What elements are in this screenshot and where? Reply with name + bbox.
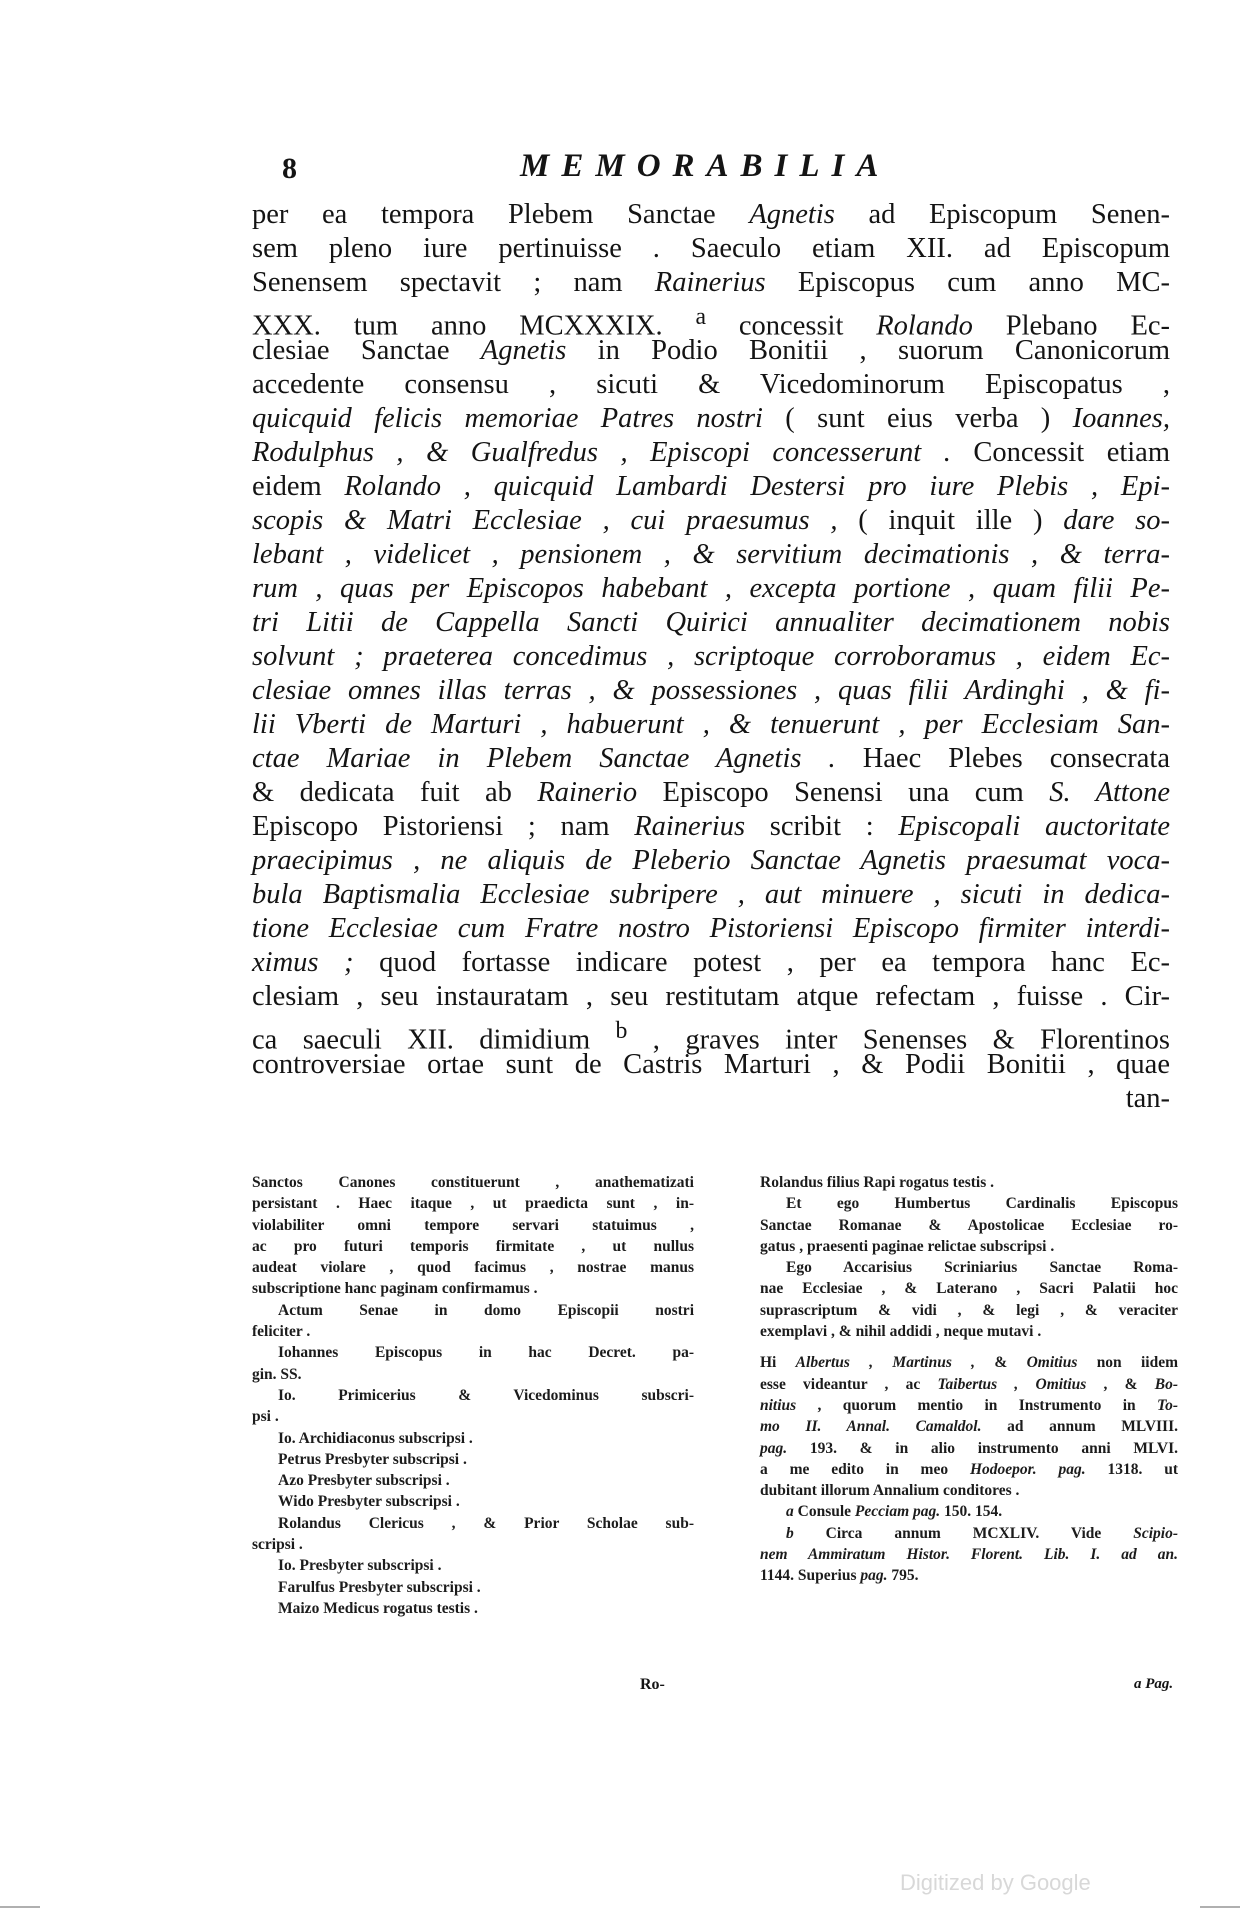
note-line: dubitant illorum Annalium conditores . (760, 1482, 1020, 1500)
text-segment: b (786, 1524, 794, 1542)
catchword-right: a Pag. (1134, 1676, 1174, 1692)
text-segment: clesiae Sanctae (252, 335, 481, 366)
catchword-left: Ro- (640, 1676, 665, 1693)
text-segment: Hi (760, 1354, 796, 1372)
note-line: subscriptione hanc paginam confirmamus . (252, 1280, 538, 1298)
note-line (760, 1416, 1178, 1437)
text-segment: Scipio- (1133, 1524, 1178, 1542)
text-segment: Agnetis (749, 199, 835, 230)
text-segment: ca saeculi XII. dimidium (252, 1024, 616, 1056)
text-segment: concessit (706, 310, 877, 342)
note-line (760, 1374, 1178, 1395)
text-segment: scribit : (745, 811, 899, 842)
text-segment: ( inquit ille ) (837, 505, 1064, 536)
text-line: controversiae ortae sunt de Castris Marturi , & Podii Bonitii , quae (252, 1049, 1170, 1080)
text-segment: Episcopo Senensi una cum (637, 777, 1050, 808)
text-segment: non iidem (1077, 1354, 1179, 1372)
note-line: Iohannes Episcopus in hac Decret. pa- (278, 1344, 694, 1362)
text-segment: Albertus , Martinus , (795, 1354, 976, 1372)
text-segment: 1144. Superius (760, 1567, 861, 1585)
text-segment: 150. 154. (940, 1503, 1003, 1521)
note-line: Petrus Presbyter subscripsi . (278, 1450, 467, 1468)
note-line: Maizo Medicus rogatus testis . (278, 1599, 478, 1617)
text-segment: ( sunt eius verba ) (762, 403, 1073, 434)
text-line (252, 402, 1170, 436)
note-line: Io. Archidiaconus subscripsi . (278, 1429, 473, 1447)
text-segment: Rolando (876, 310, 973, 342)
text-line (252, 300, 1170, 342)
note-line: Wido Presbyter subscripsi . (278, 1493, 460, 1511)
note-line: nem Ammiratum Histor. Florent. Lib. I. ad an. (760, 1546, 1178, 1564)
text-line (252, 266, 1170, 300)
running-head: MEMORABILIA (520, 148, 891, 184)
text-line (252, 470, 1170, 504)
note-line: scripsi . (252, 1536, 303, 1554)
note-line: Azo Presbyter subscripsi . (278, 1472, 450, 1490)
text-line: rum , quas per Episcopos habebant , excepta portione , quam filii Pe- (252, 573, 1170, 604)
footnote-ref: a (695, 304, 707, 330)
text-segment: ad Episcopum Senen- (834, 199, 1170, 230)
note-line: gatus , praesenti paginae relictae subscripsi . (760, 1237, 1055, 1255)
text-line: sem pleno iure pertinuisse . Saeculo etiam XII. ad Episcopum (252, 233, 1170, 264)
note-line: Et ego Humbertus Cardinalis Episcopus (786, 1195, 1178, 1213)
footnotes-left-column (252, 1172, 694, 1619)
text-segment: per ea tempora Plebem Sanctae (252, 199, 750, 230)
scan-edge-mark (1200, 1906, 1240, 1908)
footnote-ref: b (615, 1018, 628, 1044)
note-line: Rolandus filius Rapi rogatus testis . (760, 1174, 994, 1191)
text-line (252, 504, 1170, 538)
text-line (252, 946, 1170, 980)
note-line (760, 1501, 1178, 1522)
catchword-main: tan- (1125, 1083, 1170, 1114)
text-segment: ad annum MLVIII. (981, 1418, 1178, 1436)
note-line: exemplavi , & nihil addidi , neque mutavi . (760, 1323, 1042, 1341)
text-segment: scopis & Matri Ecclesiae , cui praesumus , (252, 505, 838, 536)
note-line: persistant . Haec itaque , ut praedicta sunt , in- (252, 1195, 694, 1213)
text-segment: Hodoepor. pag. (969, 1460, 1086, 1478)
text-line (252, 334, 1170, 368)
text-line: clesiam , seu instauratam , seu restitutam atque refectam , fuisse . Cir- (252, 981, 1170, 1012)
note-line (760, 1523, 1178, 1544)
text-line (252, 436, 1170, 470)
text-segment: eidem (252, 471, 345, 502)
text-line: clesiae omnes illas terras , & possessiones , quas filii Ardinghi , & fi- (252, 675, 1170, 706)
text-segment: Concessit etiam (950, 437, 1170, 468)
note-line (760, 1459, 1178, 1480)
text-segment: ctae Mariae in Plebem Sanctae Agnetis . (252, 743, 836, 774)
text-segment: Ioannes, (1072, 403, 1170, 434)
text-segment: a (786, 1503, 794, 1521)
text-line: bula Baptismalia Ecclesiae subripere , aut minuere , sicuti in dedica- (252, 879, 1170, 910)
note-line: Rolandus Clericus , & Prior Scholae sub- (278, 1514, 694, 1532)
note-line (760, 1352, 1178, 1373)
text-line: accedente consensu , sicuti & Vicedominorum Episcopatus , (252, 369, 1170, 400)
text-segment: in Podio Bonitii , suorum Canonicorum (566, 335, 1170, 366)
page-number: 8 (282, 152, 297, 185)
text-segment: Episcopus cum anno MC- (765, 267, 1171, 298)
note-line: Io. Presbyter subscripsi . (278, 1557, 442, 1575)
text-segment: quod fortasse indicare potest , per ea tempora hanc Ec- (353, 947, 1170, 978)
text-segment: Senensem spectavit ; nam (252, 267, 655, 298)
text-segment: pag. (860, 1567, 888, 1585)
text-segment: Rainerius (634, 811, 746, 842)
text-line: praecipimus , ne aliquis de Pleberio Sanctae Agnetis praesumat voca- (252, 845, 1170, 876)
text-segment: quicquid felicis memoriae Patres nostri (252, 403, 763, 434)
text-segment: Rainerio (537, 777, 638, 808)
note-line: feliciter . (252, 1323, 311, 1341)
text-segment: Rolando , quicquid Lambardi Destersi pro iure Plebis , Epi- (344, 471, 1170, 502)
note-line: Sanctae Romanae & Apostolicae Ecclesiae ro- (760, 1216, 1178, 1234)
text-segment: Taibertus , Omitius (937, 1375, 1087, 1393)
note-line: violabiliter omni tempore servari statuimus , (252, 1216, 694, 1234)
note-line: gin. SS. (252, 1365, 302, 1383)
note-line: ac pro futuri temporis firmitate , ut nullus (252, 1237, 694, 1255)
text-segment: esse videantur , ac (760, 1375, 938, 1393)
text-segment: pag. (760, 1439, 788, 1457)
text-segment: a me edito in meo (760, 1460, 970, 1478)
text-line: lii Vberti de Marturi , habuerunt , & tenuerunt , per Ecclesiam San- (252, 709, 1170, 740)
text-segment: 193. & in alio instrumento anni MLVI. (787, 1439, 1178, 1457)
text-segment: S. Attone (1049, 777, 1170, 808)
note-line (760, 1395, 1178, 1416)
text-segment: Haec Plebes consecrata (835, 743, 1170, 774)
digitized-watermark: Digitized by Google (900, 1870, 1091, 1895)
note-line: psi . (252, 1408, 279, 1426)
note-line (760, 1438, 1178, 1459)
text-line (252, 810, 1170, 844)
text-segment: ximus ; (252, 947, 354, 978)
text-segment: Agnetis (480, 335, 567, 366)
text-segment: Rainerius (654, 267, 766, 298)
note-line: Io. Primicerius & Vicedominus subscri- (278, 1386, 694, 1404)
text-line: tione Ecclesiae cum Fratre nostro Pistoriensi Episcopo firmiter interdi- (252, 913, 1170, 944)
text-segment: To- (1157, 1396, 1178, 1414)
text-segment: , graves inter Senenses & Florentinos (627, 1024, 1170, 1056)
text-segment: , & (1086, 1375, 1155, 1393)
text-segment: Pecciam pag. (854, 1503, 941, 1521)
text-segment: Consule (793, 1503, 855, 1521)
text-segment: XXX. tum anno MCXXXIX. (252, 310, 696, 342)
text-segment: Bo- (1154, 1375, 1178, 1393)
note-line: Actum Senae in domo Episcopii nostri (278, 1301, 694, 1319)
text-segment: 795. (887, 1567, 919, 1585)
text-segment: 1318. ut (1085, 1460, 1178, 1478)
main-text (252, 198, 1170, 1116)
text-segment: Rodulphus , & Gualfredus , Episcopi concesserunt . (252, 437, 951, 468)
note-line: Farulfus Presbyter subscripsi . (278, 1578, 481, 1596)
note-line: nae Ecclesiae , & Laterano , Sacri Palatii hoc (760, 1280, 1178, 1298)
text-line (252, 1014, 1170, 1056)
text-segment: mo II. Annal. Camaldol. (760, 1418, 982, 1436)
text-line: solvunt ; praeterea concedimus , scriptoque corroboramus , eidem Ec- (252, 641, 1170, 672)
text-segment: , quorum mentio in Instrumento in (796, 1396, 1158, 1414)
note-line: Sanctos Canones constituerunt , anathematizati (252, 1174, 694, 1191)
text-line (252, 198, 1170, 232)
text-segment: Episcopali auctoritate (898, 811, 1171, 842)
text-segment: nitius (760, 1396, 797, 1414)
footnotes-right-column (760, 1172, 1178, 1587)
text-segment: Circa annum MCXLIV. Vide (793, 1524, 1134, 1542)
text-segment: & dedicata fuit ab (252, 777, 538, 808)
text-line: lebant , videlicet , pensionem , & servitium decimationis , & terra- (252, 539, 1170, 570)
note-line (760, 1565, 1178, 1586)
note-line: audeat violare , quod facimus , nostrae manus (252, 1259, 694, 1277)
text-segment: dare so- (1063, 505, 1171, 536)
note-line-spacer (760, 1342, 1178, 1352)
note-line: Ego Accarisius Scriniarius Sanctae Roma- (786, 1259, 1178, 1277)
text-segment: & (975, 1354, 1027, 1372)
scan-edge-mark (0, 1906, 40, 1908)
text-line: tri Litii de Cappella Sancti Quirici annualiter decimationem nobis (252, 607, 1170, 638)
text-line (252, 776, 1170, 810)
text-segment: Episcopo Pistoriensi ; nam (252, 811, 635, 842)
text-segment: Plebano Ec- (972, 310, 1170, 342)
text-segment: Omitius (1026, 1354, 1078, 1372)
text-line (252, 742, 1170, 776)
note-line: suprascriptum & vidi , & legi , & veraciter (760, 1301, 1178, 1319)
